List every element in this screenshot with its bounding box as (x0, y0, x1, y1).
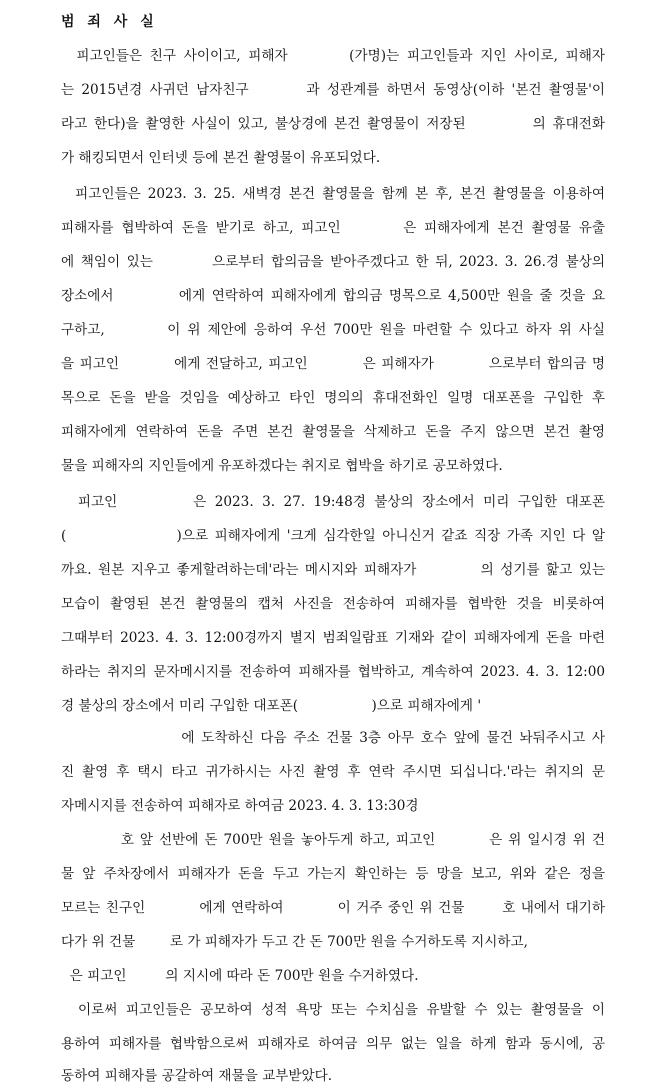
section-heading: 범 죄 사 실 (61, 14, 158, 30)
paragraph-line: 은 피고인 의 지시에 따라 돈 700만 원을 수거하였다. (61, 968, 419, 984)
paragraph-line: 구하고, 이 위 제안에 응하여 우선 700만 원을 마련할 수 있다고 하자 위 사실 (61, 322, 605, 338)
paragraph-line: 다가 위 건물 로 가 피해자가 두고 간 돈 700만 원을 수거하도록 지시하고, (61, 934, 528, 950)
paragraph-line: 장소에서 에게 연락하여 피해자에게 합의금 명목으로 4,500만 원을 줄 것을 요 (61, 288, 605, 304)
paragraph-line: 물 앞 주차장에서 피해자가 돈을 두고 가는지 확인하는 등 망을 보고, 위와 같은 정을 (61, 866, 605, 882)
paragraph-line: 까요. 원본 지우고 좋게할려하는데'라는 메시지와 피해자가 의 성기를 핥고 있는 (61, 562, 605, 578)
paragraph-line: 진 촬영 후 택시 타고 귀가하시는 사진 촬영 후 연락 주시면 되십니다.'라는 취지의 문 (61, 764, 605, 780)
paragraph-line: 는 2015년경 사귀던 남자친구 과 성관계를 하면서 동영상(이하 '본건 촬영물'이 (61, 82, 605, 98)
paragraph-line: 경 불상의 장소에서 미리 구입한 대포폰( )으로 피해자에게 ' (61, 698, 482, 714)
paragraph-line: 동하여 피해자를 공갈하여 재물을 교부받았다. (61, 1068, 333, 1084)
paragraph-line: 호 앞 선반에 돈 700만 원을 놓아두게 하고, 피고인 은 위 일시경 위 건 (61, 832, 605, 848)
paragraph-line: 모습이 촬영된 본건 촬영물의 캡처 사진을 전송하여 피해자를 협박한 것을 비롯하여 (61, 596, 605, 612)
paragraph-line: 피고인들은 2023. 3. 25. 새벽경 본건 촬영물을 함께 본 후, 본건 촬영물을 이용하여 (61, 186, 605, 202)
paragraph-line: 피고인 은 2023. 3. 27. 19:48경 불상의 장소에서 미리 구입한 대포폰 (61, 494, 605, 510)
paragraph-line: 피해자에게 연락하여 돈을 주면 본건 촬영물을 삭제하고 돈을 주지 않으면 본건 촬영 (61, 424, 605, 440)
paragraph-line: 목으로 돈을 받을 것임을 예상하고 타인 명의의 휴대전화인 일명 대포폰을 구입한 후 (61, 390, 605, 406)
paragraph-line: 물을 피해자의 지인들에게 유포하겠다는 취지로 협박을 하기로 공모하였다. (61, 458, 503, 474)
paragraph-line: 가 해킹되면서 인터넷 등에 본건 촬영물이 유포되었다. (61, 150, 381, 166)
paragraph-line: 에 책임이 있는 으로부터 합의금을 받아주겠다고 한 뒤, 2023. 3. 26.경 불상의 (61, 254, 605, 270)
paragraph-line: 하라는 취지의 문자메시지를 전송하여 피해자를 협박하고, 계속하여 2023. 4. 3. 12:00 (61, 664, 605, 680)
paragraph-line: 에 도착하신 다음 주소 건물 3층 아무 호수 앞에 물건 놔둬주시고 사 (61, 730, 605, 746)
paragraph-line: ( )으로 피해자에게 '크게 심각한일 아니신거 같죠 직장 가족 지인 다 알 (61, 528, 605, 544)
paragraph-line: 자메시지를 전송하여 피해자로 하여금 2023. 4. 3. 13:30경 (61, 798, 419, 814)
paragraph-line: 을 피고인 에게 전달하고, 피고인 은 피해자가 으로부터 합의금 명 (61, 356, 605, 372)
paragraph-line: 이로써 피고인들은 공모하여 성적 욕망 또는 수치심을 유발할 수 있는 촬영물을 이 (61, 1002, 605, 1018)
paragraph-line: 피고인들은 친구 사이이고, 피해자 (가명)는 피고인들과 지인 사이로, 피해자 (61, 48, 605, 64)
paragraph-line: 모르는 친구인 에게 연락하여 이 거주 중인 위 건물 호 내에서 대기하 (61, 900, 605, 916)
paragraph-line: 용하여 피해자를 협박함으로써 피해자로 하여금 의무 없는 일을 하게 함과 동시에, 공 (61, 1036, 605, 1052)
paragraph-line: 라고 한다)을 촬영한 사실이 있고, 불상경에 본건 촬영물이 저장된 의 휴대전화 (61, 116, 605, 132)
paragraph-line: 그때부터 2023. 4. 3. 12:00경까지 별지 범죄일람표 기재와 같이 피해자에게 돈을 마련 (61, 630, 605, 646)
paragraph-line: 피해자를 협박하여 돈을 받기로 하고, 피고인 은 피해자에게 본건 촬영물 유출 (61, 220, 605, 236)
